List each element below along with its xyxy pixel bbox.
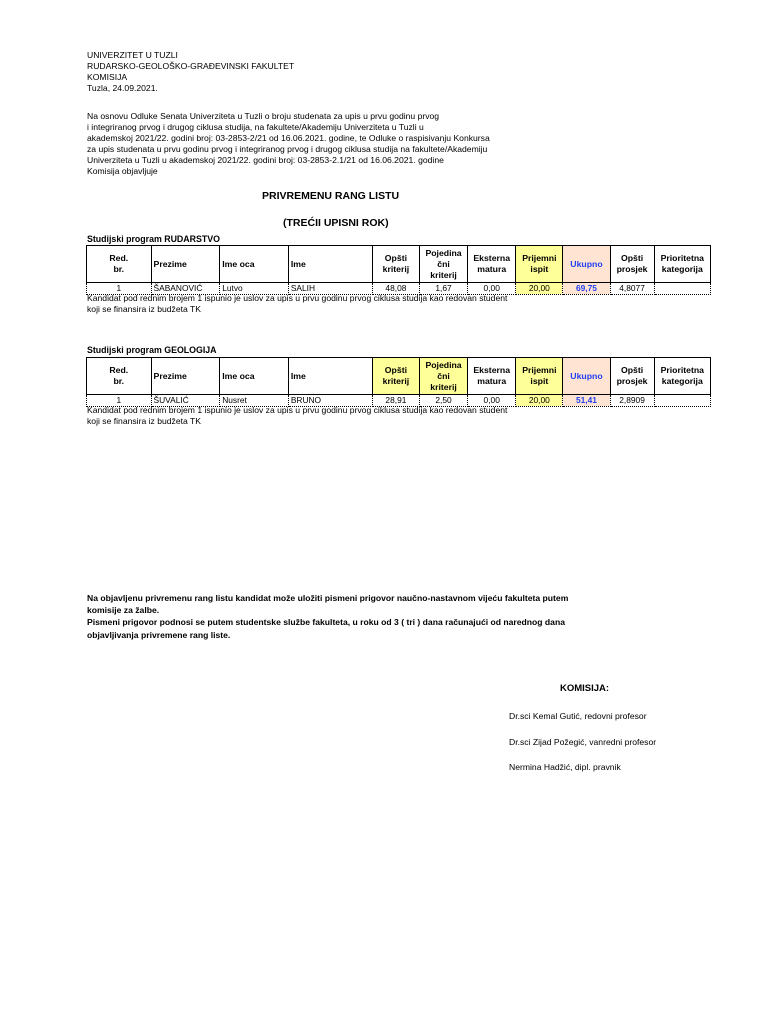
cell-prezime: ŠUVALIĆ <box>151 395 220 407</box>
cell-pojedinacni-kriterij: 2,50 <box>419 395 467 407</box>
intro-line: Univerziteta u Tuzli u akademskoj 2021/22. godini broj: 03-2853-2.1/21 od 16.06.2021. godine <box>87 155 444 166</box>
col-opsti-kriterij: Opšti kriterij <box>372 246 419 283</box>
program-label-geologija: Studijski program GEOLOGIJA <box>87 345 217 355</box>
cell-prijemni-ispit: 20,00 <box>516 395 563 407</box>
intro-paragraph <box>87 111 490 178</box>
col-ime-oca: Ime oca <box>220 358 289 395</box>
cell-prezime: ŠABANOVIĆ <box>151 283 220 295</box>
complaint-notice <box>87 592 568 641</box>
complaint-line: Pismeni prigovor podnosi se putem studentske službe fakulteta, u roku od 3 ( tri ) dana računajući od narednog dana <box>87 617 565 628</box>
cell-pojedinacni-kriterij: 1,67 <box>419 283 467 295</box>
commission-title: KOMISIJA: <box>560 683 610 694</box>
cell-eksterna-matura: 0,00 <box>468 283 516 295</box>
cell-ukupno: 51,41 <box>563 395 610 407</box>
cell-ime: BRUNO <box>288 395 372 407</box>
cell-eksterna-matura: 0,00 <box>468 395 516 407</box>
page-subtitle: (TREĆII UPISNI ROK) <box>283 217 389 229</box>
cell-prijemni-ispit: 20,00 <box>516 283 563 295</box>
program-label-rudarstvo: Studijski program RUDARSTVO <box>87 234 220 244</box>
col-opsti-kriterij: Opšti kriterij <box>372 358 419 395</box>
cell-opsti-kriterij: 48,08 <box>372 283 419 295</box>
document-header <box>87 50 294 94</box>
col-prezime: Prezime <box>151 246 220 283</box>
col-prijemni-ispit: Prijemni ispit <box>516 246 563 283</box>
cell-opsti-kriterij: 28,91 <box>372 395 419 407</box>
note-line: Kandidat pod rednim brojem 1 ispunio je uslov za upis u prvu godinu prvog ciklusa studija kao redovan student <box>87 293 508 303</box>
faculty-name: RUDARSKO-GEOLOŠKO-GRAĐEVINSKI FAKULTET <box>87 61 295 72</box>
col-prioritetna-kategorija: Prioritetna kategorija <box>654 358 710 395</box>
cell-red-br: 1 <box>87 395 152 407</box>
cell-ukupno: 69,75 <box>563 283 610 295</box>
col-eksterna-matura: Eksterna matura <box>468 246 516 283</box>
place-date: Tuzla, 24.09.2021. <box>87 83 158 94</box>
note-line: koji se finansira iz budžeta TK <box>87 304 202 315</box>
cell-prioritetna-kategorija <box>654 283 710 295</box>
cell-opsti-prosjek: 4,8077 <box>610 283 654 295</box>
intro-line: akademskoj 2021/22. godini broj: 03-2853-2/21 od 16.06.2021. godine, te Odluke o raspisivanju Konkursa <box>87 133 490 144</box>
note-line: Kandidat pod rednim brojem 1 ispunio je uslov za upis u prvu godinu prvog ciklusa studija kao redovan student <box>87 405 508 415</box>
cell-opsti-prosjek: 2,8909 <box>610 395 654 407</box>
complaint-line: Na objavljenu privremenu rang listu kandidat može uložiti pismeni prigovor naučno-nastavnom vijeću fakulteta putem <box>87 593 569 603</box>
col-opsti-prosjek: Opšti prosjek <box>610 246 654 283</box>
complaint-line: objavljivanja privremene rang liste. <box>87 629 231 640</box>
col-ukupno: Ukupno <box>563 246 610 283</box>
col-ime: Ime <box>288 358 372 395</box>
col-prezime: Prezime <box>151 358 220 395</box>
note-line: koji se finansira iz budžeta TK <box>87 416 202 427</box>
university-name: UNIVERZITET U TUZLI <box>87 50 178 60</box>
cell-red-br: 1 <box>87 283 152 295</box>
col-ukupno: Ukupno <box>563 358 610 395</box>
intro-line: i integriranog prvog i drugog ciklusa studija, na fakultete/Akademiju Univerziteta u Tuzli u <box>87 122 424 133</box>
ranking-table-geologija <box>86 357 711 407</box>
intro-line: za upis studenata u prvu godinu prvog i integriranog prvog i drugog ciklusa studija na fakultete/Akademiju <box>87 144 488 155</box>
ranking-table-rudarstvo <box>86 245 711 295</box>
commission-member: Dr.sci Kemal Gutić, redovni profesor <box>509 711 647 721</box>
page-title: PRIVREMENU RANG LISTU <box>262 190 400 202</box>
cell-ime: SALIH <box>288 283 372 295</box>
note-rudarstvo <box>87 293 507 315</box>
cell-ime-oca: Nusret <box>220 395 289 407</box>
col-prioritetna-kategorija: Prioritetna kategorija <box>654 246 710 283</box>
col-ime: Ime <box>288 246 372 283</box>
cell-ime-oca: Lutvo <box>220 283 289 295</box>
col-eksterna-matura: Eksterna matura <box>468 358 516 395</box>
intro-line: Na osnovu Odluke Senata Univerziteta u Tuzli o broju studenata za upis u prvu godinu prvog <box>87 111 440 121</box>
col-prijemni-ispit: Prijemni ispit <box>516 358 563 395</box>
cell-prioritetna-kategorija <box>654 395 710 407</box>
col-red-br: Red. br. <box>87 246 152 283</box>
note-geologija <box>87 405 507 427</box>
commission-member: Dr.sci Zijad Požegić, vanredni profesor <box>509 737 657 747</box>
col-red-br: Red. br. <box>87 358 152 395</box>
col-pojedinacni-kriterij: Pojedina čni kriterij <box>419 358 467 395</box>
col-pojedinacni-kriterij: Pojedina čni kriterij <box>419 246 467 283</box>
col-ime-oca: Ime oca <box>220 246 289 283</box>
commission-label: KOMISIJA <box>87 72 128 83</box>
complaint-line: komisije za žalbe. <box>87 605 160 616</box>
intro-line: Komisija objavljuje <box>87 166 158 177</box>
commission-member: Nermina Hadžić, dipl. pravnik <box>509 762 621 772</box>
col-opsti-prosjek: Opšti prosjek <box>610 358 654 395</box>
